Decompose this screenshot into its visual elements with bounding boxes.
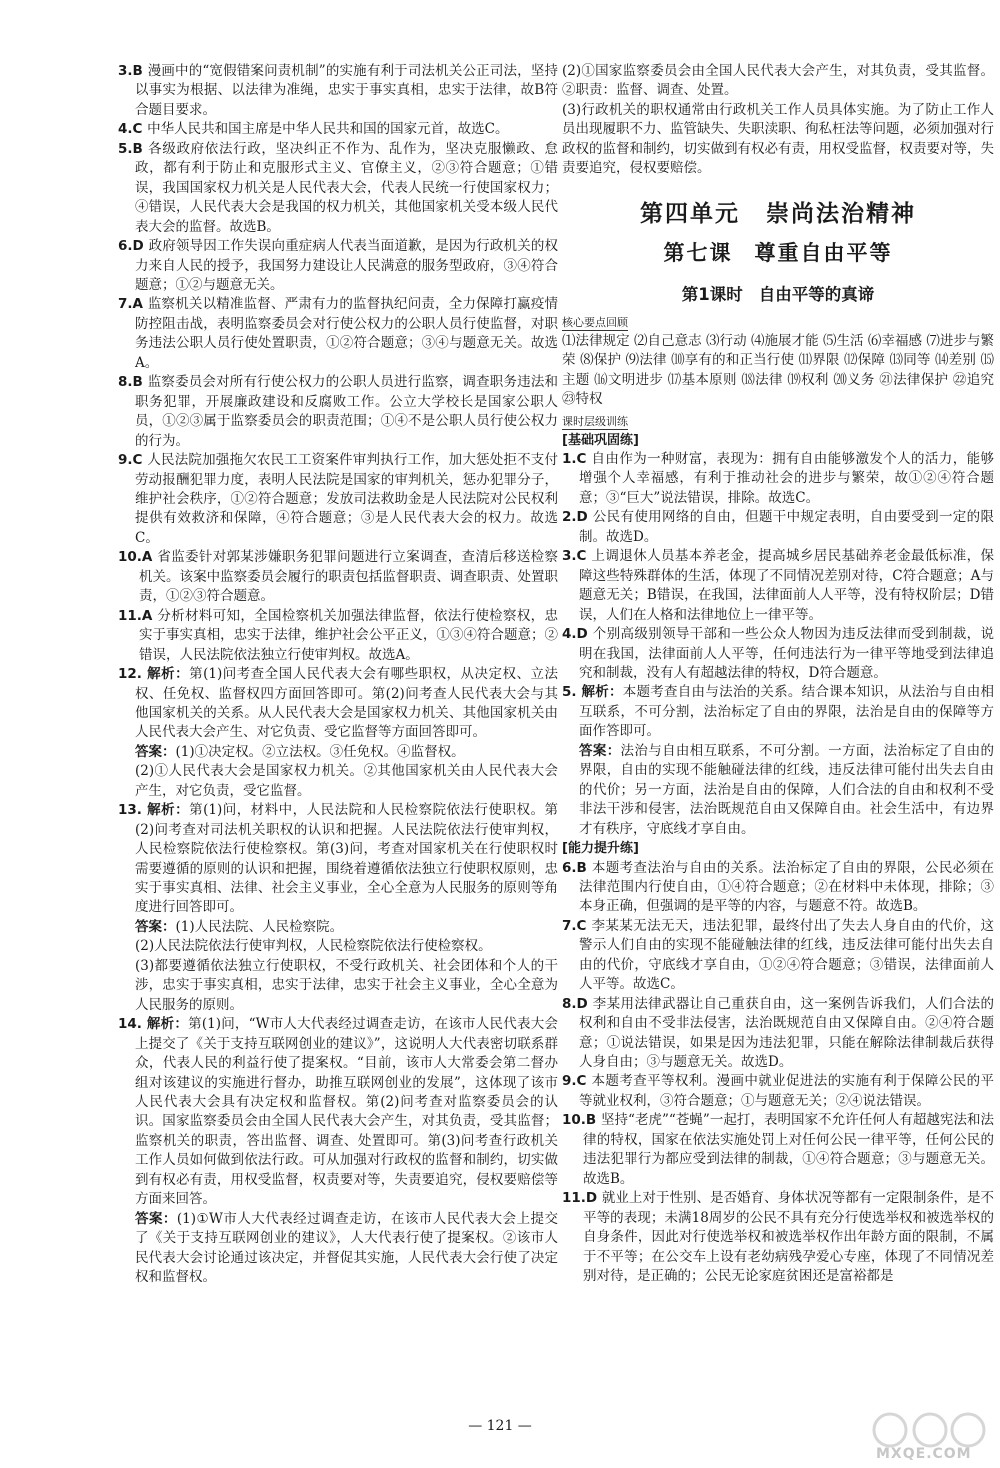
answer-content: (1)①W市人大代表经过调查走访，在该市人民代表大会上提交了《关于支持互联网创业的建议》，人大代表行使了提案权。②该市人民代表大会讨论通过该决定，并督促其实施，人民代表大会行使了决定权和监督权。 [135, 1210, 558, 1286]
answer-item [118, 295, 558, 373]
answer-text [118, 801, 558, 918]
answer-label: 10.A [118, 549, 158, 566]
answer-text [562, 625, 994, 683]
page-number: — 121 — [468, 1418, 532, 1434]
answer-text [562, 917, 994, 995]
answer-text [118, 548, 558, 606]
answer-content: (1)①决定权。②立法权。③任免权。④监督权。 [175, 743, 465, 760]
answer-item [118, 373, 558, 451]
answer-line [118, 762, 558, 801]
unit-number: 第四单元 [640, 200, 740, 227]
answer-text [118, 62, 558, 120]
answer-label: 5. [562, 684, 582, 701]
answer-label: 6.D [118, 238, 149, 255]
answer-text [118, 120, 558, 139]
answer-explanation: 本题考查法治与自由的关系。法治标定了自由的界限，公民必须在法律范围内行使自由，①④符合题意；②在材料中未体现，排除；③本身正确，但强调的是平等的内容，与题意不符。故选B。 [579, 859, 994, 915]
answer-text [118, 451, 558, 548]
answer-item [118, 607, 558, 665]
core-points: ⑴法律规定 ⑵自己意志 ⑶行动 ⑷施展才能 ⑸生活 ⑹幸福感 ⑺进步与繁荣 ⑻保护 ⑼法律 ⑽享有的和正当行使 ⑾界限 ⑿保障 ⒀同等 ⒁差别 ⒂主题 ⒃文明进步 ⒄基本原则 ⒅法律 ⒆权利 ⒇义务 ㉑法律保护 ㉒追究 ㉓特权 [562, 332, 994, 408]
answer-text [118, 237, 558, 295]
lesson-name: 尊重自由平等 [754, 240, 893, 265]
answer-line [118, 937, 558, 956]
answer-explanation: 第(1)问，材料中，人民法院和人民检察院依法行使职权。第(2)问考查对司法机关职权的认识和把握。人民法院依法行使审判权，人民检察院依法行使检察权。第(3)问，考查对国家机关在行使职权时需要遵循的原则的认识和把握，围绕着遵循依法独立行使职权原则，忠实于事实真相、法律、社会主义事业，全心全意为人民服务的原则等角度进行回答即可。 [135, 802, 559, 916]
training-tag: 课时层级训练 [562, 414, 628, 428]
answer-content: 法治与自由相互联系，不可分割。一方面，法治标定了自由的界限，自由的实现不能触碰法律的红线，违反法律可能付出失去自由的代价；另一方面，法治是自由的保障，人们合法的自由和权利不受非法干涉和侵害，法治既规范自由又保障自由。社会生活中，有边界才有秩序，守底线才享自由。 [579, 742, 995, 837]
answer-item [118, 237, 558, 295]
answer-label: 14. [118, 1016, 147, 1033]
lesson-number: 第七课 [663, 240, 733, 265]
lesson-title [562, 237, 994, 267]
answer-item [118, 120, 558, 139]
analysis-lead: 解析： [147, 666, 190, 683]
core-points-tag: 核心要点回顾 [562, 315, 628, 329]
answer-text [562, 1072, 994, 1111]
answer-explanation: 监察机关以精准监督、严肃有力的监督执纪问责，全力保障打赢疫情防控阻击战，表明监察委员会对行使公权力的公职人员行使监督，对职务违法公职人员行使处置职责，①②符合题意；③④与题意无关。故选A。 [135, 296, 559, 371]
answer-explanation: 第(1)问，“W市人大代表经过调查走访，在该市人民代表大会上提交了《关于支持互联网创业的建议》”，这说明人大代表密切联系群众，代表人民的利益行使了提案权。“目前，该市人大常委会第二督办组对该建议的实施进行督办，助推互联网创业的发展”，这体现了该市人民代表大会具有决定权和监督权。第(2)问考查对监察委员会的认识。国家监察委员会由全国人民代表大会产生，对其负责，受其监督；监察机关的职责，答出监督、调查、处置即可。第(3)问考查行政机关工作人员如何做到依法行政。可从加强对行政权的监督和制约，切实做到有权必有责，用权受监督，权责要对等，失责要追究，侵权要赔偿等方面来回答。 [135, 1016, 559, 1208]
answer-item [562, 995, 994, 1073]
session-name: 自由平等的真谛 [758, 284, 875, 304]
ability-answers [562, 859, 994, 1287]
answer-explanation: 就业上对于性别、是否婚育、身体状况等都有一定限制条件，是不平等的表现；未满18周岁的公民不具有充分行使选举权和被选举权的自身条件，因此对行使选举权和被选举权作出年龄方面的限制，不属于不平等；在公交车上设有老幼病残孕爱心专座，体现了不同情况差别对待，是正确的；公民无论家庭贫困还是富裕都是 [583, 1190, 995, 1285]
basic-section-heading: [基础巩固练] [562, 432, 639, 448]
answer-item [562, 625, 994, 683]
answer-label: 11.A [118, 607, 158, 624]
answer-label: 3.C [562, 548, 592, 565]
answer-item [118, 801, 558, 1015]
answer-label: 5.B [118, 140, 149, 157]
answer-item [562, 683, 994, 839]
answer-explanation: 本题考查自由与法治的关系。结合课本知识，从法治与自由相互联系，不可分割，法治标定了自由的界限，法治是自由的保障等方面作答即可。 [579, 684, 994, 740]
answer-label: 13. [118, 802, 148, 819]
answer-explanation: 自由作为一种财富，表现为：拥有自由能够激发个人的活力，能够增强个人幸福感，有利于推动社会的进步与繁荣，故①②④符合题意；③“巨大”说法错误，排除。故选C。 [579, 450, 994, 506]
answer-explanation: 李某用法律武器让自己重获自由，这一案例告诉我们，人们合法的权利和自由不受非法侵害，法治既规范自由又保障自由。②④符合题意；①说法错误，如果是因为违法犯罪，只能在解除法律制裁后获得人身自由；③与题意无关。故选D。 [579, 995, 994, 1071]
unit-name: 崇尚法治精神 [766, 200, 916, 227]
answer-explanation: 李某某无法无天，违法犯罪，最终付出了失去人身自由的代价，这警示人们自由的实现不能碰触法律的红线，违反法律可能付出失去自由的代价，守底线才享自由，①②④符合题意；③错误，法律面前人人平等。故选C。 [579, 917, 994, 993]
answer-text [562, 859, 994, 917]
answer-lead: 答案： [135, 743, 176, 760]
answer-text [118, 665, 558, 743]
answer-explanation: 中华人民共和国主席是中华人民共和国的国家元首，故选C。 [147, 121, 509, 138]
session-number: 第1课时 [681, 284, 743, 304]
answer-label: 1.C [562, 450, 592, 467]
answer-text [118, 295, 558, 373]
left-column [118, 62, 558, 1288]
answer-text [562, 508, 994, 547]
analysis-lead: 解析： [147, 802, 190, 819]
answer-item [118, 548, 558, 606]
continued-answer [562, 62, 994, 179]
unit-title [562, 195, 994, 228]
analysis-lead: 解析： [146, 1016, 189, 1033]
answer-explanation: 人民法院加强拖欠农民工工资案件审判执行工作，加大惩处拒不支付劳动报酬犯罪力度，表明人民法院是国家的审判机关，惩办犯罪分子，维护社会秩序，①②符合题意；发放司法救助金是人民法院对公民权利提供有效救济和保障，④符合题意；③是人民代表大会的权力。故选C。 [135, 452, 558, 546]
answer-explanation: 第(1)问考查全国人民代表大会有哪些职权，从决定权、立法权、任免权、监督权四方面回答即可。第(2)问考查人民代表大会与其他国家机关的关系。从人民代表大会是国家权力机关、其他国家机关由人民代表大会产生、对它负责、受它监督等方面回答即可。 [135, 666, 559, 741]
answer-line [118, 1210, 558, 1288]
answer-explanation: 上调退休人员基本养老金，提高城乡居民基础养老金最低标准，保障这些特殊群体的生活，体现了不同情况差别对待，C符合题意；A与题意无关；B错误，在我国，法律面前人人平等，没有特权阶层；D错误，人们在人格和法律地位上一律平等。 [579, 548, 994, 623]
answer-label: 10.B [562, 1112, 601, 1129]
answer-label: 2.D [562, 509, 593, 526]
answer-text [118, 1015, 558, 1210]
answer-item [118, 1015, 558, 1287]
answer-item [118, 665, 558, 801]
answer-lead: 答案： [579, 742, 621, 759]
continued-answer-line: (2)①国家监察委员会由全国人民代表大会产生，对其负责，受其监督。②职责：监督、调查、处置。 [562, 63, 994, 99]
answer-item [562, 917, 994, 995]
answer-label: 11.D [562, 1190, 602, 1207]
answer-content: (3)都要遵循依法独立行使职权，不受行政机关、社会团体和个人的干涉，忠实于事实真相，忠实于法律，忠实于社会主义事业，全心全意为人民服务的原则。 [135, 957, 558, 1013]
answer-item [562, 1111, 994, 1189]
answer-content: (2)人民法院依法行使审判权，人民检察院依法行使检察权。 [135, 938, 492, 955]
answer-explanation: 本题考查平等权利。漫画中就业促进法的实施有利于保障公民的平等就业权利，③符合题意；①与题意无关；②④说法错误。 [579, 1073, 994, 1109]
answer-explanation: 坚持“老虎”“苍蝇”一起打，表明国家不允许任何人有超越宪法和法律的特权，国家在依法实施处罚上对任何公民一律平等，任何公民的违法犯罪行为都应受到法律的制裁，①④符合题意；③与题意无关。故选B。 [583, 1112, 995, 1187]
answer-content: (1)人民法院、人民检察院。 [175, 918, 344, 935]
right-column [562, 62, 994, 1286]
answer-item [118, 451, 558, 548]
answer-item [118, 62, 558, 120]
watermark-text: MXQE.COM [876, 1446, 972, 1462]
answer-label: 4.C [118, 121, 148, 138]
answer-label: 12. [118, 666, 148, 683]
answer-label: 9.C [562, 1073, 592, 1090]
answer-label: 7.C [562, 917, 592, 934]
answer-text [562, 450, 994, 508]
answer-text [118, 140, 558, 237]
answer-label: 7.A [118, 296, 148, 313]
watermark [862, 1408, 992, 1464]
answer-lead: 答案： [135, 1210, 177, 1227]
answer-item [562, 1072, 994, 1111]
answer-explanation: 漫画中的“宽假错案问责机制”的实施有利于司法机关公正司法，坚持以事实为根据、以法律为准绳，忠实于事实真相，忠实于法律，故B符合题目要求。 [135, 63, 558, 118]
answer-line [562, 742, 994, 839]
answer-item [562, 1189, 994, 1286]
answer-explanation: 省监委针对郭某涉嫌职务犯罪问题进行立案调查，查清后移送检察机关。该案中监察委员会履行的职责包括监督职责、调查职责、处置职责，①②③符合题意。 [139, 549, 558, 605]
answer-line [118, 957, 558, 1015]
answer-item [562, 508, 994, 547]
answer-explanation: 公民有使用网络的自由，但题干中规定表明，自由要受到一定的限制。故选D。 [579, 509, 994, 545]
answer-label: 8.B [118, 374, 148, 391]
answer-explanation: 分析材料可知，全国检察机关加强法律监督，依法行使检察权，忠实于事实真相，忠实于法律，维护社会公平正义，①③④符合题意；②错误，人民法院依法独立行使审判权。故选A。 [139, 607, 558, 663]
answer-explanation: 政府领导因工作失误向重症病人代表当面道歉，是因为行政机关的权力来自人民的授予，我国努力建设让人民满意的服务型政府，③④符合题意；①②与题意无关。 [135, 238, 559, 293]
answer-content: (2)①人民代表大会是国家权力机关。②其他国家机关由人民代表大会产生，对它负责，受它监督。 [135, 763, 558, 799]
answer-explanation: 监察委员会对所有行使公权力的公职人员进行监察，调查职务违法和职务犯罪，开展廉政建设和反腐败工作。公立大学校长是国家公职人员，①②③属于监察委员会的职责范围；①④不是公职人员行使公权力的行为。 [135, 374, 559, 449]
answer-text [562, 995, 994, 1073]
session-title [562, 281, 994, 305]
answer-text [118, 607, 558, 665]
answer-label: 6.B [562, 859, 592, 876]
answer-text [562, 1111, 994, 1189]
answer-explanation: 个别高级别领导干部和一些公众人物因为违反法律而受到制裁，说明在我国，法律面前人人平等，任何违法行为一律平等地受到法律追究和制裁，没有人有超越法律的特权，D符合题意。 [579, 626, 994, 681]
answer-text [562, 1189, 994, 1286]
answer-item [562, 859, 994, 917]
answer-label: 3.B [118, 63, 148, 79]
answer-text [562, 683, 994, 741]
answer-line [118, 743, 558, 762]
continued-answer-line: (3)行政机关的职权通常由行政机关工作人员具体实施。为了防止工作人员出现履职不力、监管缺失、失职渎职、徇私枉法等问题，必须加强对行政权的监督和制约，切实做到有权必有责，用权受监督，权责要对等，失责要追究，侵权要赔偿。 [562, 101, 994, 177]
answer-explanation: 各级政府依法行政，坚决纠正不作为、乱作为，坚决克服懒政、怠政，都有利于防止和克服形式主义、官僚主义，②③符合题意；①错误，我国国家权力机关是人民代表大会，代表人民统一行使国家权力；④错误，人民代表大会是我国的权力机关，其他国家机关受本级人民代表大会的监督。故选B。 [135, 140, 559, 235]
analysis-lead: 解析： [581, 684, 623, 701]
answer-label: 9.C [118, 452, 148, 469]
ability-section-heading: [能力提升练] [562, 841, 639, 857]
answer-text [562, 547, 994, 625]
answer-line [118, 918, 558, 937]
answer-label: 4.D [562, 626, 593, 643]
answer-lead: 答案： [135, 918, 176, 935]
answer-label: 8.D [562, 995, 593, 1012]
answer-text [118, 373, 558, 451]
answer-item [562, 450, 994, 508]
answer-item [562, 547, 994, 625]
answer-item [118, 140, 558, 237]
basic-answers [562, 450, 994, 839]
